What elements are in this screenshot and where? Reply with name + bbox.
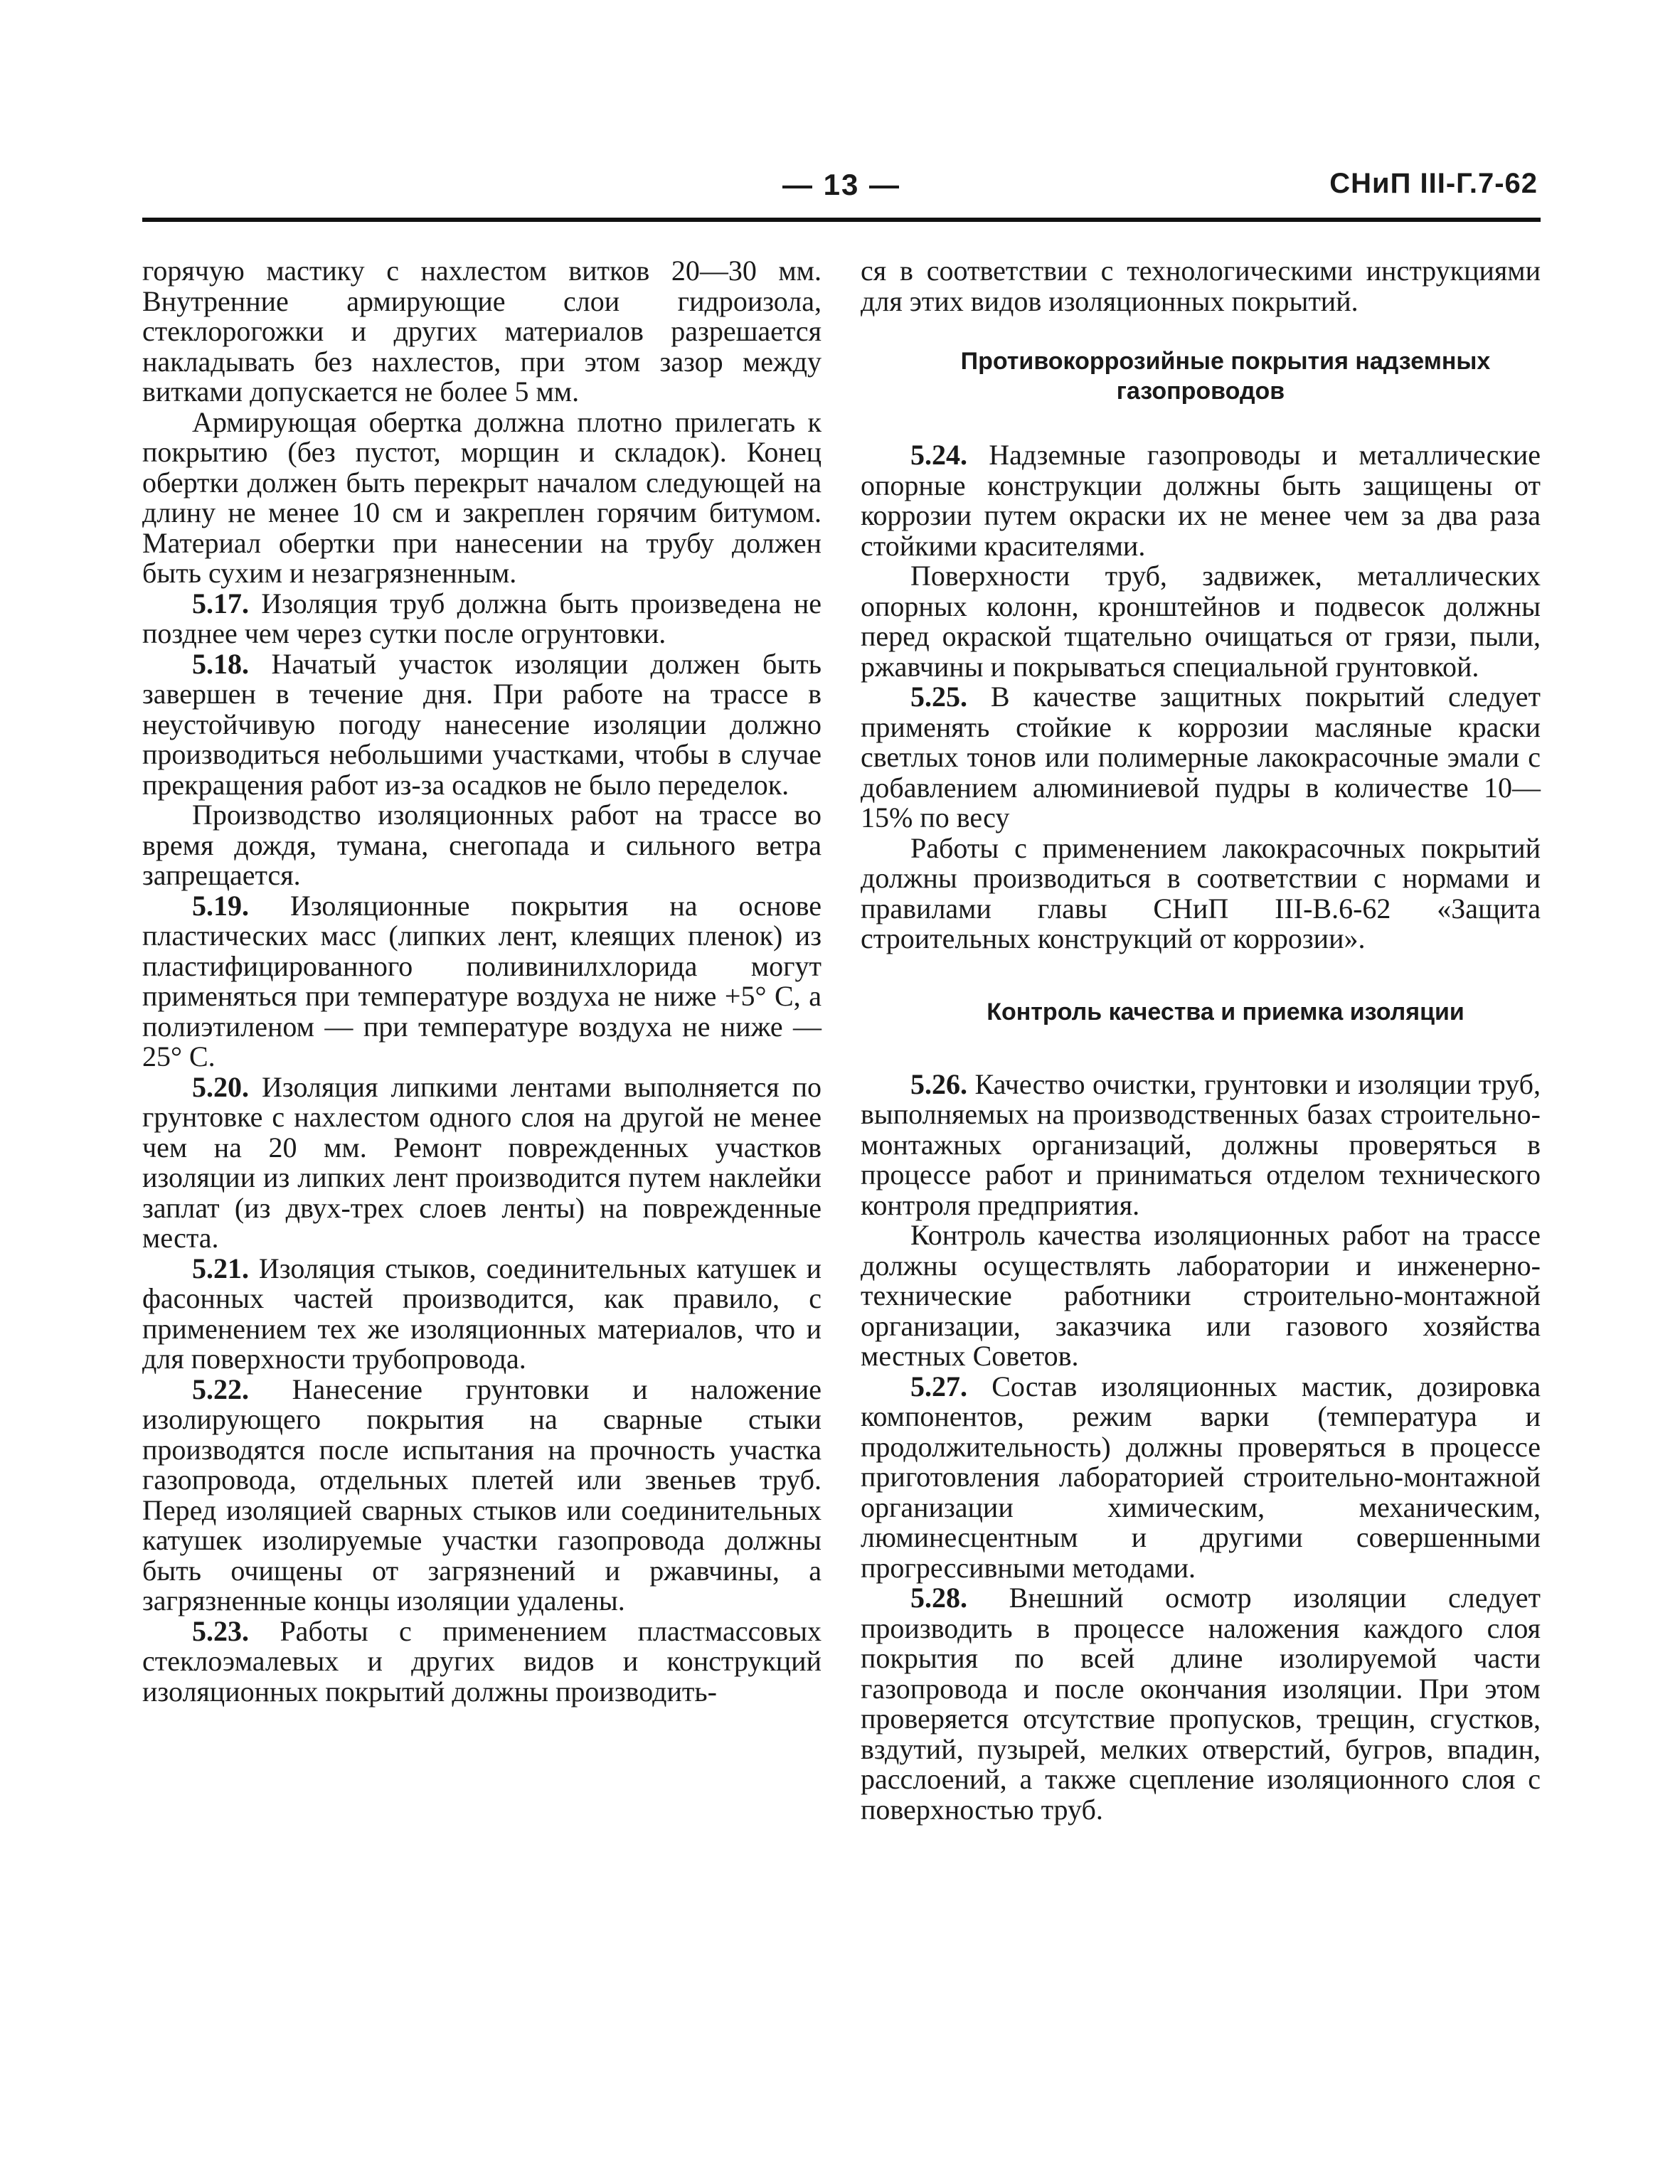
spacer <box>861 406 1541 440</box>
left-column <box>142 256 822 1707</box>
paragraph-text: Изоляционные покрытия на основе пластических масс (липких лент, клеящих пленок) из пластифицированного поливинилхлорида могут применяться при температуре воздуха не ниже +5° С, а полиэтиленом — при температуре воздуха не ниже —25° С. <box>142 889 822 1072</box>
clause-number: 5.27. <box>910 1370 967 1402</box>
clause-5-23 <box>142 1616 822 1708</box>
spacer <box>861 1027 1541 1070</box>
paragraph <box>142 800 822 891</box>
paragraph-text: Контроль качества изоляционных работ на трассе должны осуществлять лаборатории и инженерно-технические работники строительно-монтажной организации, заказчика или газового хозяйства местных Советов. <box>861 1219 1541 1372</box>
clause-5-20 <box>142 1072 822 1254</box>
document-code: СНиП III-Г.7-62 <box>1329 168 1538 199</box>
clause-number: 5.26. <box>910 1067 967 1100</box>
clause-number: 5.18. <box>192 647 249 680</box>
clause-number: 5.20. <box>192 1070 249 1103</box>
clause-5-28 <box>861 1583 1541 1825</box>
clause-number: 5.22. <box>192 1373 249 1405</box>
paragraph-text: Работы с применением пластмассовых стеклоэмалевых и других видов и конструкций изоляционных покрытий должны производить- <box>142 1614 822 1708</box>
paragraph-text: В качестве защитных покрытий следует применять стойкие к коррозии масляные краски светлых тонов или полимерные лакокрасочные эмали с добавлением алюминиевой пудры в количестве 10—15% по весу <box>861 681 1541 833</box>
clause-number: 5.19. <box>192 889 249 922</box>
page-header <box>142 168 1541 211</box>
clause-5-24 <box>861 440 1541 561</box>
paragraph <box>861 833 1541 954</box>
paragraph-text: Изоляция труб должна быть произведена не позднее чем через сутки после огрунтовки. <box>142 587 822 649</box>
spacer <box>861 316 1541 346</box>
clause-number: 5.25. <box>910 681 967 713</box>
paragraph-text: горячую мастику с нахлестом витков 20—30 мм. Внутренние армирующие слои гидроизола, стеклорогожки и других материалов разрешается накладывать без нахлестов, при этом зазор между витками допускается не более 5 мм. <box>142 255 822 407</box>
clause-5-21 <box>142 1254 822 1375</box>
paragraph-text: Нанесение грунтовки и наложение изолирующего покрытия на сварные стыки производятся после испытания на прочность участка газопровода, отдельных плетей или звеньев труб. Перед изоляцией сварных стыков или соединительных катушек изолируемые участки газопровода должны быть очищены от загрязнений и ржавчины, а загрязненные концы изоляции удалены. <box>142 1373 822 1616</box>
clause-5-25 <box>861 682 1541 833</box>
clause-5-19 <box>142 891 822 1072</box>
paragraph <box>861 561 1541 682</box>
right-column <box>861 256 1541 1825</box>
page-number: — 13 — <box>782 168 901 201</box>
clause-number: 5.21. <box>192 1252 249 1284</box>
clause-5-22 <box>142 1375 822 1616</box>
paragraph-text: Производство изоляционных работ на трассе во время дождя, тумана, снегопада и сильного ветра запрещается. <box>142 799 822 891</box>
section-heading-quality-control: Контроль качества и приемка изоляции <box>987 998 1464 1026</box>
paragraph-text: Начатый участок изоляции должен быть завершен в течение дня. При работе на трассе в неустойчивую погоду нанесение изоляции должно производиться небольшими участками, чтобы в случае прекращения работ из-за осадков не было переделок. <box>142 647 822 801</box>
clause-number: 5.17. <box>192 587 249 619</box>
clause-5-27 <box>861 1372 1541 1584</box>
clause-number: 5.23. <box>192 1614 249 1647</box>
spacer <box>861 954 1541 997</box>
paragraph-text: Армирующая обертка должна плотно прилегать к покрытию (без пустот, морщин и складок). Конец обертки должен быть перекрыт началом следующей на длину не менее 10 см и закреплен горячим битумом. Материал обертки при нанесении на трубу должен быть сухим и незагрязненным. <box>142 405 822 589</box>
paragraph-text: Надземные газопроводы и металлические опорные конструкции должны быть защищены от коррозии путем окраски их не менее чем за два раза стойкими красителями. <box>861 439 1541 562</box>
paragraph-text: Поверхности труб, задвижек, металлических опорных колонн, кронштейнов и подвесок должны перед окраской тщательно очищаться от грязи, пыли, ржавчины и покрываться специальной грунтовкой. <box>861 560 1541 683</box>
paragraph <box>142 407 822 589</box>
clause-5-17 <box>142 589 822 649</box>
clause-5-26 <box>861 1067 1541 1221</box>
paragraph-text: Изоляция липкими лентами выполняется по грунтовке с нахлестом одного слоя на другой не менее чем на 20 мм. Ремонт поврежденных участков изоляции из липких лент производится путем наклейки заплат (из двух-трех слоев ленты) на поврежденные места. <box>142 1070 822 1254</box>
clause-number: 5.28. <box>910 1582 967 1614</box>
paragraph-text: Качество очистки, грунтовки и изоляции труб, выполняемых на производственных базах строительно-монтажных организаций, должны проверяться в процессе работ и приниматься отделом технического контроля предприятия. <box>861 1067 1541 1221</box>
clause-5-18 <box>142 649 822 801</box>
paragraph-text: Изоляция стыков, соединительных катушек и фасонных частей производится, как правило, с применением тех же изоляционных материалов, что и для поверхности трубопровода. <box>142 1252 822 1375</box>
clause-number: 5.24. <box>910 439 967 471</box>
paragraph-text: Состав изоляционных мастик, дозировка компонентов, режим варки (температура и продолжительность) должны проверяться в процессе приготовления лабораторией строительно-монтажной организации химическим, механическим, люминесцентным и другими совершенными прогрессивными методами. <box>861 1370 1541 1584</box>
paragraph <box>142 256 822 407</box>
paragraph-text: ся в соответствии с технологическими инструкциями для этих видов изоляционных покрытий. <box>861 255 1541 317</box>
paragraph-text: Работы с применением лакокрасочных покрытий должны производиться в соответствии с нормами и правилами главы СНиП III-В.6-62 «Защита строительных конструкций от коррозии». <box>861 831 1541 954</box>
paragraph <box>861 256 1541 316</box>
header-rule <box>142 218 1541 222</box>
section-heading-coatings: Противокоррозийные покрытия надземных газопроводов <box>960 348 1491 405</box>
paragraph <box>861 1220 1541 1372</box>
paragraph-text: Внешний осмотр изоляции следует производить в процессе наложения каждого слоя покрытия по всей длине изолируемой части газопровода и после окончания изоляции. При этом проверяется отсутствие пропусков, трещин, сгустков, вздутий, пузырей, мелких отверстий, бугров, впадин, расслоений, а также сцепление изоляционного слоя с поверхностью труб. <box>861 1582 1541 1826</box>
